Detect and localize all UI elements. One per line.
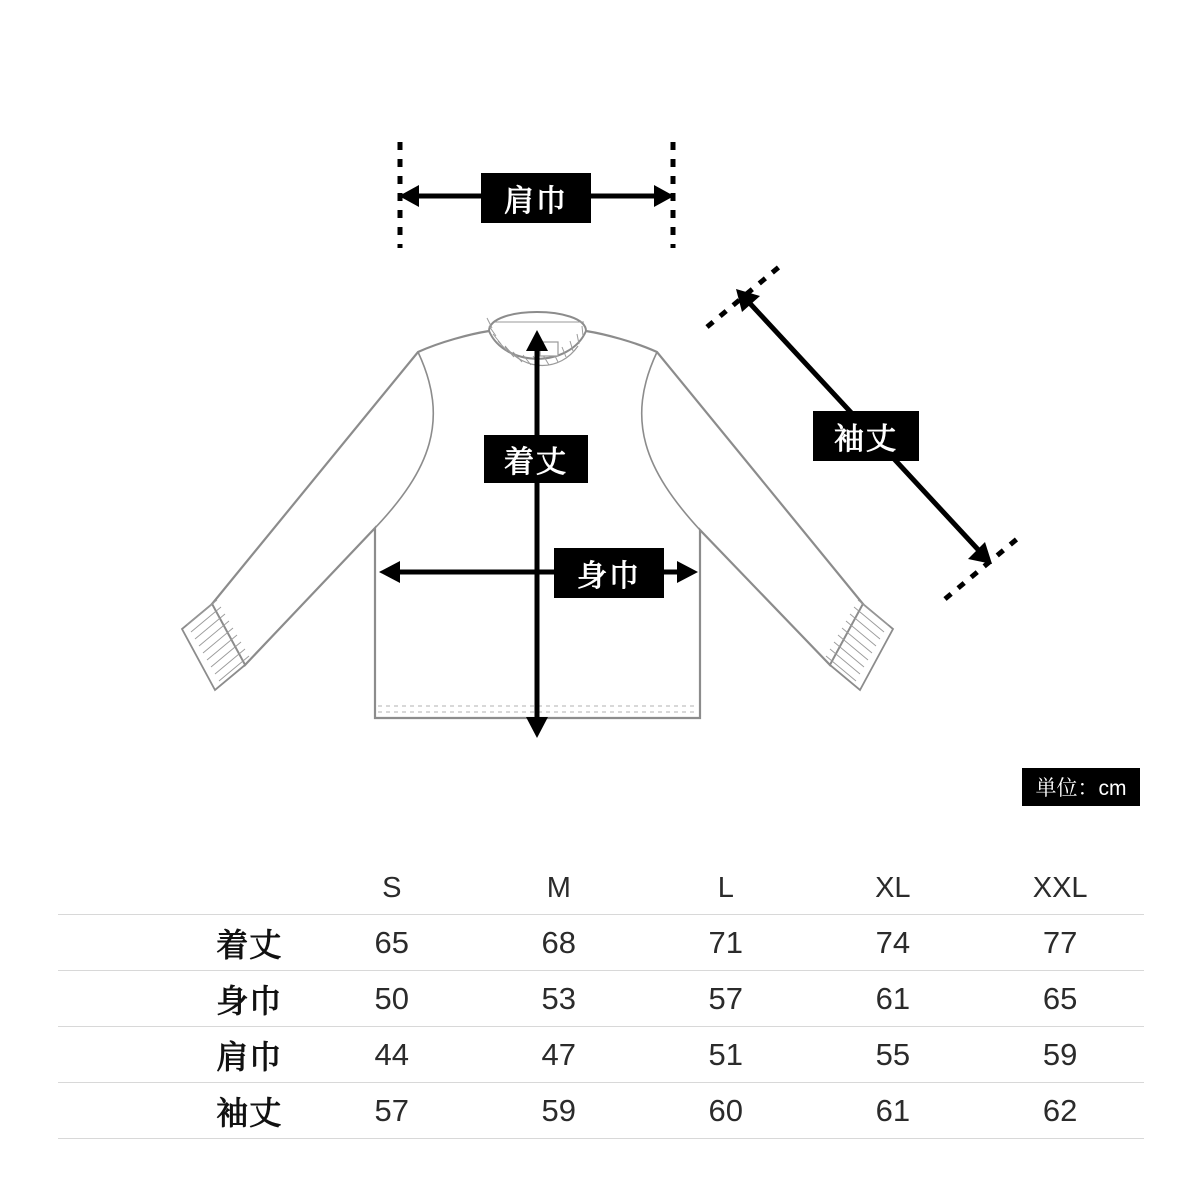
cell-sleeve-length-s: 57 xyxy=(308,1083,475,1139)
table-corner-cell xyxy=(58,862,308,915)
cell-shoulder-width-xl: 55 xyxy=(809,1027,976,1083)
label-sleeve-length: 袖丈 xyxy=(813,411,919,461)
cell-shoulder-width-xxl: 59 xyxy=(976,1027,1144,1083)
column-header-xxl: XXL xyxy=(976,862,1144,915)
label-shoulder-width: 肩巾 xyxy=(481,173,591,223)
cell-sleeve-length-xxl: 62 xyxy=(976,1083,1144,1139)
label-body-length: 着丈 xyxy=(484,435,588,483)
cell-sleeve-length-xl: 61 xyxy=(809,1083,976,1139)
cell-body-length-s: 65 xyxy=(308,915,475,971)
unit-note: 単位：cm xyxy=(1022,768,1140,806)
cell-sleeve-length-m: 59 xyxy=(475,1083,642,1139)
cell-shoulder-width-s: 44 xyxy=(308,1027,475,1083)
cell-sleeve-length-l: 60 xyxy=(642,1083,809,1139)
row-header-shoulder-width: 肩巾 xyxy=(58,1027,308,1083)
cell-shoulder-width-l: 51 xyxy=(642,1027,809,1083)
column-header-s: S xyxy=(308,862,475,915)
cell-body-length-xxl: 77 xyxy=(976,915,1144,971)
size-table xyxy=(58,862,1144,1139)
cell-body-width-xxl: 65 xyxy=(976,971,1144,1027)
cell-body-length-m: 68 xyxy=(475,915,642,971)
cell-body-length-l: 71 xyxy=(642,915,809,971)
cell-body-length-xl: 74 xyxy=(809,915,976,971)
cell-body-width-m: 53 xyxy=(475,971,642,1027)
column-header-xl: XL xyxy=(809,862,976,915)
column-header-m: M xyxy=(475,862,642,915)
table-row xyxy=(58,915,1144,971)
table-header-row xyxy=(58,862,1144,915)
cell-body-width-s: 50 xyxy=(308,971,475,1027)
table-row xyxy=(58,971,1144,1027)
label-body-width: 身巾 xyxy=(554,548,664,598)
row-header-body-width: 身巾 xyxy=(58,971,308,1027)
cell-body-width-xl: 61 xyxy=(809,971,976,1027)
column-header-l: L xyxy=(642,862,809,915)
table-row xyxy=(58,1027,1144,1083)
row-header-body-length: 着丈 xyxy=(58,915,308,971)
table-row xyxy=(58,1083,1144,1139)
row-header-sleeve-length: 袖丈 xyxy=(58,1083,308,1139)
cell-body-width-l: 57 xyxy=(642,971,809,1027)
cell-shoulder-width-m: 47 xyxy=(475,1027,642,1083)
